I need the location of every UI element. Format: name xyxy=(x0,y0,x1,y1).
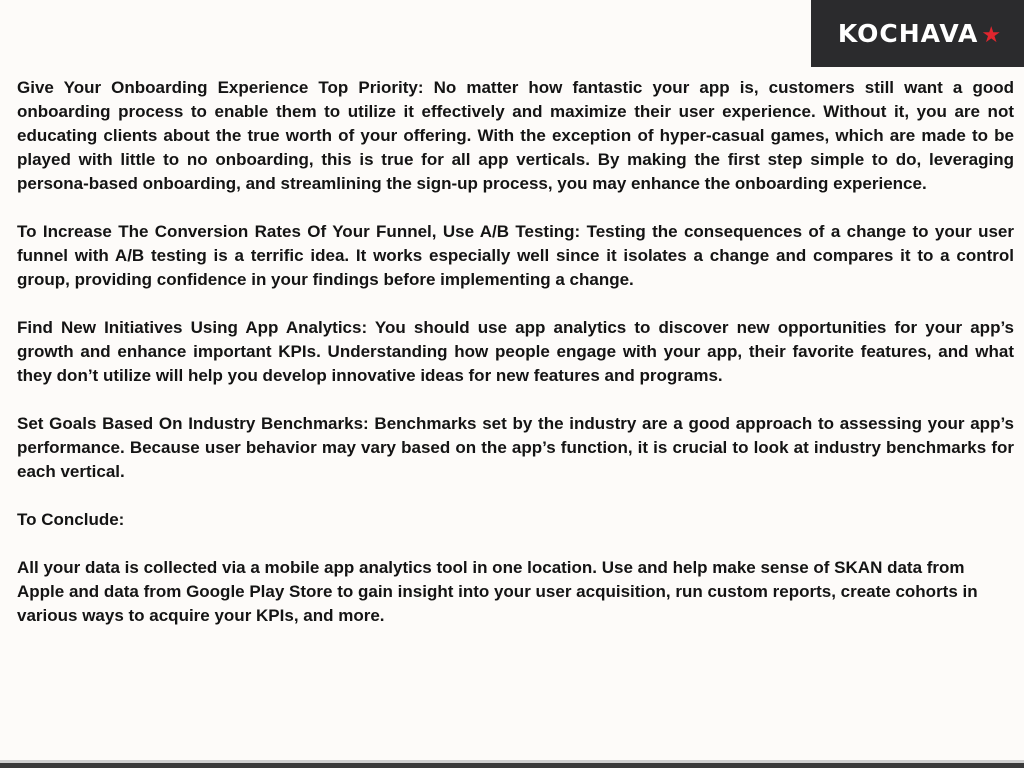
kochava-logo xyxy=(811,0,1024,67)
paragraph-ab-testing: To Increase The Conversion Rates Of Your Funnel, Use A/B Testing: Testing the consequences of a change to your user funnel with A/B testing is a terrific idea. It works especially well since it isolates a change and compares it to a control group, providing confidence in your findings before implementing a change. xyxy=(17,222,1014,289)
logo-text: KOCHAVA xyxy=(837,19,979,48)
paragraph-benchmarks: Set Goals Based On Industry Benchmarks: Benchmarks set by the industry are a good approach to assessing your app’s performance. Because user behavior may vary based on the app’s function, it is crucial to look at industry benchmarks for each vertical. xyxy=(17,414,1014,481)
conclusion-heading: To Conclude: xyxy=(17,510,125,529)
paragraph-app-analytics: Find New Initiatives Using App Analytics: You should use app analytics to discover new opportunities for your app’s growth and enhance important KPIs. Understanding how people engage with your app, their favorite features, and what they don’t utilize will help you develop innovative ideas for new features and programs. xyxy=(17,318,1014,385)
document-body xyxy=(17,76,1014,652)
footer-divider xyxy=(0,763,1024,768)
paragraph-onboarding: Give Your Onboarding Experience Top Priority: No matter how fantastic your app is, customers still want a good onboarding process to enable them to utilize it effectively and maximize their user experience. Without it, you are not educating clients about the true worth of your offering. With the exception of hyper-casual games, which are made to be played with little to no onboarding, this is true for all app verticals. By making the first step simple to do, leveraging persona-based onboarding, and streamlining the sign-up process, you may enhance the onboarding experience. xyxy=(17,78,1014,193)
star-icon: ★ xyxy=(981,21,1002,47)
paragraph-conclusion: All your data is collected via a mobile app analytics tool in one location. Use and help make sense of SKAN data from Apple and data from Google Play Store to gain insight into your user acquisition, run custom reports, create cohorts in various ways to acquire your KPIs, and more. xyxy=(17,558,978,625)
